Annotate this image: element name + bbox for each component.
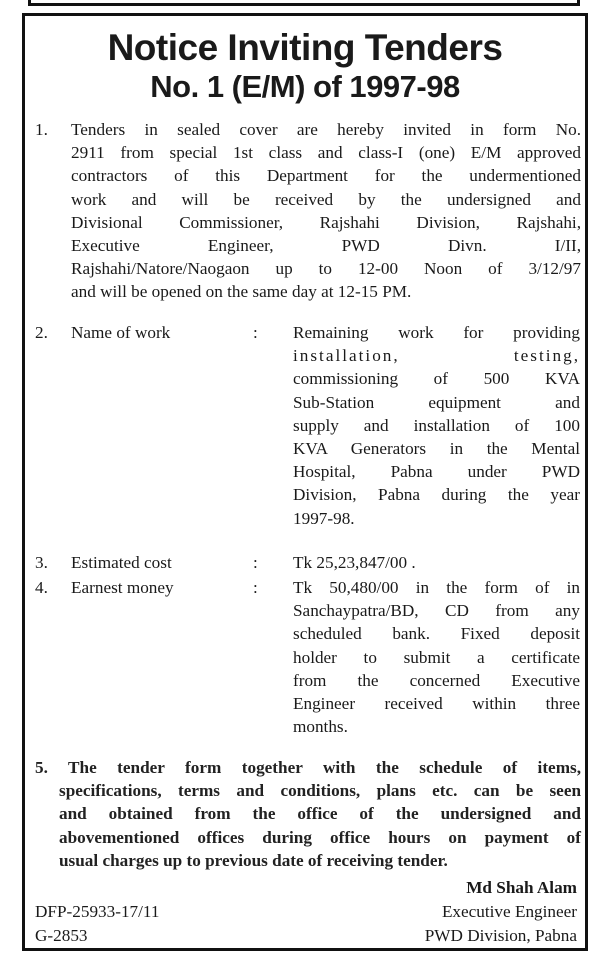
item-1-line: and will be opened on the same day at 12-15 PM.	[71, 282, 412, 302]
item-1-line: Executive Engineer, PWD Divn. I/II,	[71, 236, 581, 256]
item-1-line: contractors of this Department for the undermentioned	[71, 166, 581, 186]
item-1-line: Rajshahi/Natore/Naogaon up to 12-00 Noon of 3/12/97	[71, 259, 581, 279]
item-5-text	[35, 756, 581, 872]
item-5-line: and obtained from the office of the undersigned and	[59, 804, 581, 824]
signatory-name: Md Shah Alam	[466, 878, 577, 897]
item-1-text	[71, 118, 581, 304]
dfp-code: DFP-25933-17/11	[35, 902, 160, 921]
item-4-line: months.	[293, 717, 348, 737]
item-5-line: usual charges up to previous date of receiving tender.	[59, 850, 448, 870]
item-4-line: Sanchaypatra/BD, CD from any	[293, 601, 580, 621]
notice-title: Notice Inviting Tenders	[107, 27, 503, 68]
item-1-number: 1.	[35, 120, 48, 139]
tender-notice	[22, 13, 588, 951]
item-1-line: work and will be received by the undersigned and	[71, 189, 581, 209]
item-2-colon: :	[253, 323, 258, 342]
item-5-line: abovementioned offices during office hours on payment of	[59, 827, 581, 847]
item-2-line: Sub-Station equipment and	[293, 392, 580, 412]
item-2-line: Hospital, Pabna under PWD	[293, 462, 580, 482]
item-3-number: 3.	[35, 553, 48, 572]
item-2-line: 1997-98.	[293, 508, 355, 528]
notice-number: No. 1 (E/M) of 1997-98	[150, 69, 460, 104]
item-2-line: installation, testing,	[293, 346, 580, 366]
item-1-line: Tenders in sealed cover are hereby invited in form No.	[71, 120, 581, 139]
item-2-line: KVA Generators in the Mental	[293, 439, 580, 459]
signatory-title: Executive Engineer	[441, 902, 577, 921]
item-3-value	[293, 551, 580, 574]
item-2-line: Division, Pabna during the year	[293, 485, 580, 505]
item-4-colon: :	[253, 578, 258, 597]
item-1-line: 2911 from special 1st class and class-I (one) E/M approved	[71, 143, 581, 163]
item-4-number: 4.	[35, 578, 48, 597]
item-3-colon: :	[253, 553, 258, 572]
item-2-label: Name of work	[71, 323, 171, 342]
item-4-label: Earnest money	[71, 578, 174, 597]
item-4-line: holder to submit a certificate	[293, 647, 580, 667]
item-4-line: Tk 50,480/00 in the form of in	[293, 578, 580, 597]
item-5-line: specifications, terms and conditions, plans etc. can be seen	[59, 781, 581, 801]
item-4-line: Engineer received within three	[293, 694, 580, 714]
item-2-number: 2.	[35, 323, 48, 342]
estimated-cost-value: Tk 25,23,847/00 .	[293, 553, 416, 572]
item-4-value	[293, 576, 580, 738]
item-1-line: Divisional Commissioner, Rajshahi Division, Rajshahi,	[71, 212, 581, 232]
signatory-office: PWD Division, Pabna	[424, 926, 577, 945]
top-border-rule	[28, 0, 580, 6]
item-2-value	[293, 321, 580, 530]
item-2-line: Remaining work for providing	[293, 323, 580, 342]
g-code: G-2853	[35, 926, 88, 945]
item-5-line: 5. The tender form together with the schedule of items,	[35, 758, 581, 777]
item-3-label: Estimated cost	[71, 553, 172, 572]
item-2-line: supply and installation of 100	[293, 415, 580, 435]
item-4-line: from the concerned Executive	[293, 670, 580, 690]
item-4-line: scheduled bank. Fixed deposit	[293, 624, 580, 644]
item-2-line: commissioning of 500 KVA	[293, 369, 580, 389]
